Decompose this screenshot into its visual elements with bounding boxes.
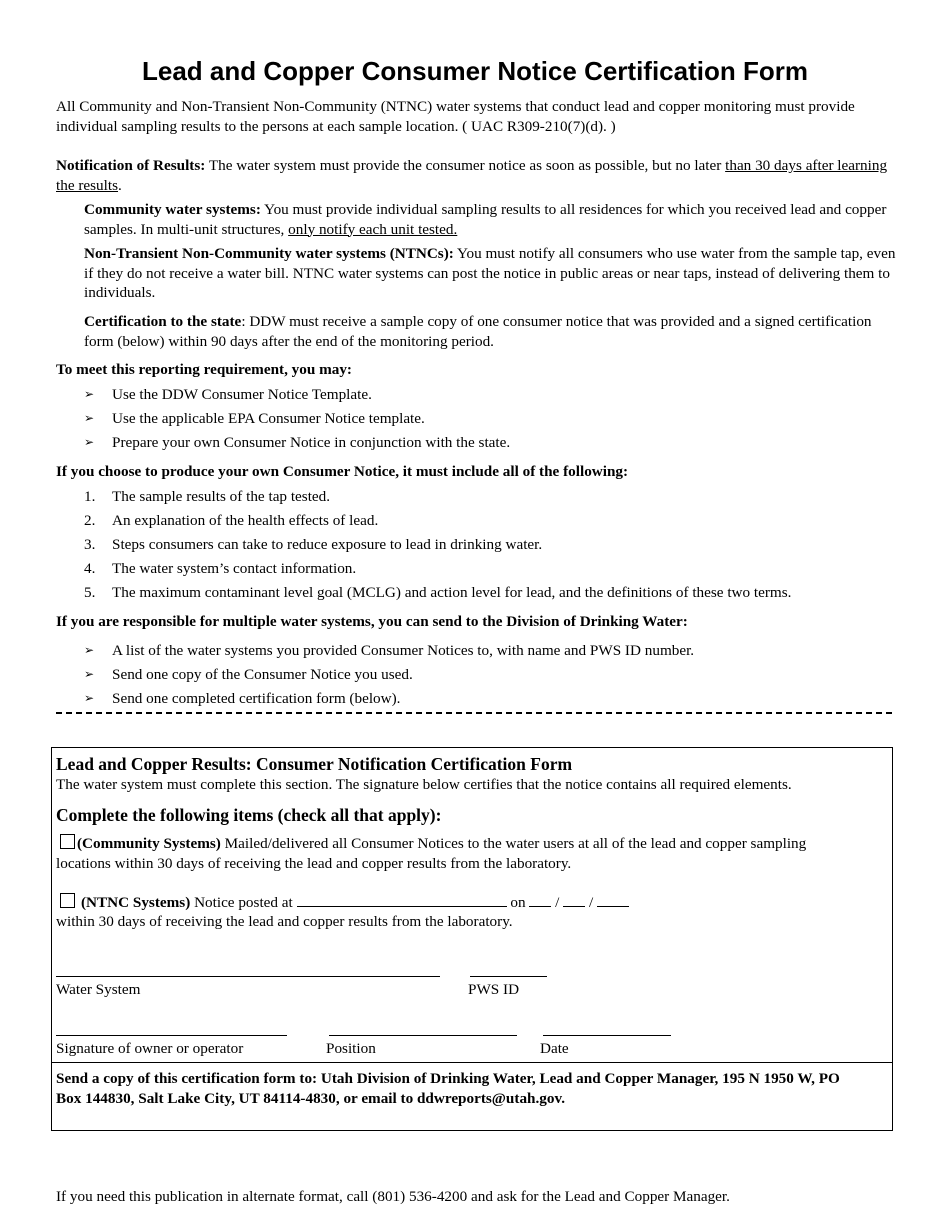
form-divider — [51, 1062, 893, 1063]
community-paragraph: Community water systems: You must provide individual sampling results to all residences for which you received lead and copper samples. In multi-unit structures, only notify each unit tested. — [84, 201, 887, 238]
options-heading: To meet this reporting requirement, you may: — [56, 361, 352, 378]
list-item: 1. The sample results of the tap tested. — [84, 488, 331, 505]
list-item: ➢ Use the DDW Consumer Notice Template. — [84, 386, 372, 403]
water-system-label: Water System — [56, 981, 141, 998]
position-label: Position — [326, 1040, 376, 1057]
signature-label: Signature of owner or operator — [56, 1040, 244, 1057]
list-item: 2. An explanation of the health effects of lead. — [84, 512, 379, 529]
ntnc-systems-item: (NTNC Systems) Notice posted at on / / — [56, 892, 896, 913]
alternate-format-footer: If you need this publication in alternate format, call (801) 536-4200 and ask for the Lead and Copper Manager. — [56, 1188, 730, 1205]
ntnc-label: Non-Transient Non-Community water systems (NTNCs): — [84, 245, 454, 262]
list-item: ➢ Use the applicable EPA Consumer Notice template. — [84, 410, 425, 427]
notification-paragraph: Notification of Results: The water system must provide the consumer notice as soon as possible, but no later than 30 days after learning the results. — [56, 157, 888, 194]
date-field[interactable] — [543, 1035, 671, 1036]
date-day-field[interactable] — [563, 892, 585, 907]
date-label: Date — [540, 1040, 569, 1057]
date-year-field[interactable] — [597, 892, 629, 907]
certification-label: Certification to the state — [84, 313, 242, 330]
intro-paragraph: All Community and Non-Transient Non-Community (NTNC) water systems that conduct lead and copper monitoring must provide individual sampling results to the persons at each sample location. ( UAC R309-210(7)(d). ) — [56, 98, 855, 135]
arrow-bullet-icon: ➢ — [84, 435, 95, 449]
certification-paragraph: Certification to the state: DDW must receive a sample copy of one consumer notice that was provided and a signed certification form (below) within 90 days after the end of the monitoring period. — [84, 313, 872, 350]
community-systems-item: (Community Systems) Mailed/delivered all Consumer Notices to the water users at all of the lead and copper sampling locations within 30 days of receiving the lead and copper results from the laboratory. — [56, 835, 807, 872]
pws-id-field[interactable] — [470, 976, 547, 977]
list-item: 3. Steps consumers can take to reduce exposure to lead in drinking water. — [84, 536, 543, 553]
list-item: ➢ Send one copy of the Consumer Notice you used. — [84, 666, 413, 683]
list-item: ➢ A list of the water systems you provided Consumer Notices to, with name and PWS ID number. — [84, 642, 695, 659]
community-systems-checkbox[interactable] — [60, 834, 75, 849]
arrow-bullet-icon: ➢ — [84, 411, 95, 425]
list-item: ➢ Send one completed certification form (below). — [84, 690, 401, 707]
cut-line-divider — [56, 712, 892, 714]
arrow-bullet-icon: ➢ — [84, 667, 95, 681]
community-label: Community water systems: — [84, 201, 261, 218]
page-title: Lead and Copper Consumer Notice Certification Form — [142, 56, 808, 86]
notification-label: Notification of Results: — [56, 157, 206, 174]
list-item: ➢ Prepare your own Consumer Notice in conjunction with the state. — [84, 434, 511, 451]
own-notice-heading: If you choose to produce your own Consumer Notice, it must include all of the following: — [56, 463, 629, 480]
ntnc-within-text: within 30 days of receiving the lead and copper results from the laboratory. — [56, 913, 513, 930]
list-item: 4. The water system’s contact information. — [84, 560, 357, 577]
ntnc-systems-checkbox[interactable] — [60, 893, 75, 908]
signature-field[interactable] — [56, 1035, 287, 1036]
arrow-bullet-icon: ➢ — [84, 387, 95, 401]
multiple-heading: If you are responsible for multiple water systems, you can send to the Division of Drinking Water: — [56, 613, 688, 630]
form-instructions: Complete the following items (check all that apply): — [56, 805, 442, 825]
form-subtitle: The water system must complete this section. The signature below certifies that the notice contains all required elements. — [56, 776, 792, 793]
water-system-field[interactable] — [56, 976, 440, 977]
list-item: 5. The maximum contaminant level goal (MCLG) and action level for lead, and the definitions of these two terms. — [84, 584, 792, 601]
send-to-instructions: Send a copy of this certification form to: Utah Division of Drinking Water, Lead and Copper Manager, 195 N 1950 W, PO Box 144830, Salt Lake City, UT 84114-4830, or email to ddwreports@utah.gov. — [56, 1070, 840, 1107]
notice-location-field[interactable] — [297, 892, 507, 907]
date-month-field[interactable] — [529, 892, 551, 907]
ntnc-paragraph: Non-Transient Non-Community water systems (NTNCs): You must notify all consumers who use water from the sample tap, even if they do not receive a water bill. NTNC water systems can post the notice in public areas or near taps, instead of delivering them to individuals. — [84, 245, 896, 301]
position-field[interactable] — [329, 1035, 517, 1036]
pws-id-label: PWS ID — [468, 981, 520, 998]
arrow-bullet-icon: ➢ — [84, 691, 95, 705]
arrow-bullet-icon: ➢ — [84, 643, 95, 657]
form-title: Lead and Copper Results: Consumer Notification Certification Form — [56, 754, 573, 774]
